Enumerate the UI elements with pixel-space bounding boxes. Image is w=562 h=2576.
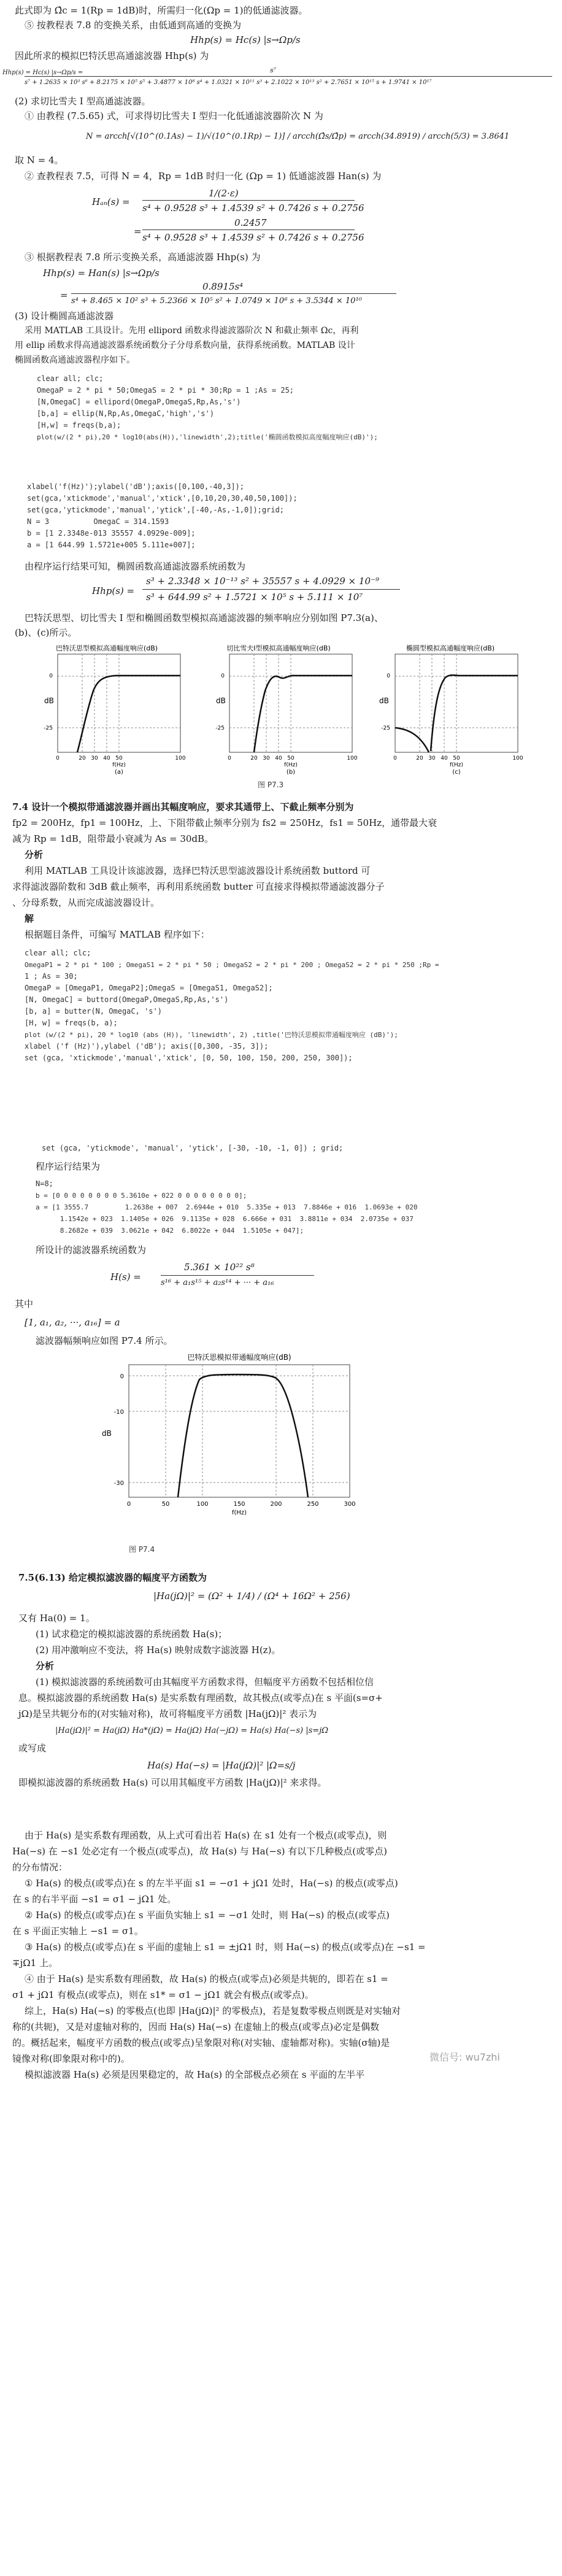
panel-sublabel: (b) xyxy=(286,769,296,776)
code-line: clear all; clc; xyxy=(25,949,91,957)
watermark: 微信号: wu7zhi xyxy=(429,2051,500,2063)
text-line: 的分布情况： xyxy=(12,1862,68,1873)
fraction-denominator: s³ + 644.99 s² + 1.5721 × 10⁵ s + 5.111 × 10⁷ xyxy=(146,592,363,603)
fraction-denominator: s⁴ + 0.9528 s³ + 1.4539 s² + 0.7426 s + 0.2756 xyxy=(142,232,364,243)
code-line: plot(w/(2 * pi),20 * log10(abs(H)),'linewidth',2);title('椭圆函数模拟高度幅度响应(dB)'); xyxy=(37,433,378,441)
equation: Ha(s) Ha(−s) = |Ha(jΩ)|² |Ω=s/j xyxy=(147,1760,296,1771)
section-heading: 解 xyxy=(25,913,34,924)
x-tick-label: 150 xyxy=(233,1501,245,1508)
panel-title: 切比雪夫I型模拟高通幅度响应(dB) xyxy=(226,644,331,652)
code-line: 1.1542e + 023 1.1405e + 026 9.1135e + 028 6.666e + 031 3.8811e + 034 2.0735e + 037 xyxy=(36,1215,414,1223)
fraction-bar xyxy=(142,589,400,590)
equals-sign: = xyxy=(60,290,68,301)
text-line: 综上，Ha(s) Ha(−s) 的零极点(也即 |Ha(jΩ)|² 的零极点)，若是复数零极点则既是对实轴对 xyxy=(25,2005,401,2016)
text-line: 滤波器幅频响应如图 P7.4 所示。 xyxy=(36,1335,173,1346)
text-line: ∓jΩ1 上。 xyxy=(12,1957,58,1969)
x-axis-label: f(Hz) xyxy=(112,762,126,768)
equals-sign: = xyxy=(134,226,142,237)
code-line: [b, a] = butter(N, OmegaC, 's') xyxy=(25,1007,162,1016)
panel-title: 巴特沃思型模拟高通幅度响应(dB) xyxy=(55,644,158,652)
fraction-numerator: 5.361 × 10²² s⁸ xyxy=(184,1262,255,1273)
code-line: set(gca,'xtickmode','manual','xtick',[0,10,20,30,40,50,100]); xyxy=(27,494,298,503)
equation: Hhp(s) = Hc(s) |s→Ωp/s xyxy=(190,34,301,45)
code-block xyxy=(27,481,542,555)
text-line: 程序运行结果为 xyxy=(36,1161,101,1172)
x-tick-label: 20 xyxy=(416,755,423,762)
x-tick-label: 300 xyxy=(344,1501,356,1508)
equation-lhs: Hₐₙ(s) = xyxy=(92,196,130,207)
text-line: 镜像对称(即象限对称中的)。 xyxy=(12,2053,130,2064)
code-line: N = 3 OmegaC = 314.1593 xyxy=(27,517,169,526)
y-axis-label: dB xyxy=(379,696,389,705)
code-line: a = [1 644.99 1.5721e+005 5.111e+007]; xyxy=(27,541,196,549)
panel-c xyxy=(379,644,523,776)
x-tick-label: 0 xyxy=(56,755,60,762)
code-line: [N, OmegaC] = buttord(OmegaP,OmegaS,Rp,As,'s') xyxy=(25,995,229,1004)
x-tick-label: 40 xyxy=(103,755,110,762)
code-line: OmegaP = 2 * pi * 50;OmegaS = 2 * pi * 30;Rp = 1 ;As = 25; xyxy=(37,386,294,395)
code-line: set(gca,'ytickmode','manual','ytick',[-40,-As,-1,0]);grid; xyxy=(27,506,285,514)
code-line: 1 ; As = 30; xyxy=(25,972,78,981)
x-tick-label: 100 xyxy=(347,755,358,762)
x-tick-label: 0 xyxy=(126,1501,131,1508)
fraction-denominator: s¹⁶ + a₁s¹⁵ + a₂s¹⁴ + ··· + a₁₆ xyxy=(161,1278,274,1287)
code-line: 8.2682e + 039 3.0621e + 042 6.8022e + 044 1.5105e + 047]; xyxy=(36,1227,304,1235)
text-line: 所设计的滤波器系统函数为 xyxy=(36,1244,147,1255)
x-tick-label: 30 xyxy=(91,755,98,762)
text-line: ① Ha(s) 的极点(或零点)在 s 的左半平面 s1 = −σ1 + jΩ1 处时，Ha(−s) 的极点(或零点) xyxy=(25,1878,398,1889)
text-line: 减为 Rp = 1dB，阻带最小衰减为 As = 30dB。 xyxy=(12,833,214,844)
figure-p7-3 xyxy=(27,642,542,777)
text-line: ① 由教程 (7.5.65) 式，可求得切比雪夫 I 型归一化低通滤波器阶次 N 为 xyxy=(25,110,323,121)
y-axis-label: dB xyxy=(216,696,226,705)
equation-lhs: Hhp(s) = xyxy=(92,585,135,596)
figure-caption: 图 P7.3 xyxy=(258,781,284,789)
text-line: 利用 MATLAB 工具设计该滤波器，选择巴特沃思型滤波器设计系统函数 buttord 可 xyxy=(25,865,371,876)
x-tick-label: 30 xyxy=(428,755,436,762)
text-line: 求得滤波器阶数和 3dB 截止频率，再利用系统函数 butter 可直接求得模拟带通滤波器分子 xyxy=(12,881,385,892)
text-line: ⑤ 按教程表 7.8 的变换关系，由低通到高通的变换为 xyxy=(25,20,242,31)
text-line: 椭圆函数高通滤波器程序如下。 xyxy=(15,355,135,365)
y-tick-label: -10 xyxy=(114,1409,124,1416)
code-line: plot (w/(2 * pi), 20 * log10 (abs (H)), 'linewidth', 2) ,title('巴特沃思模拟带通幅度响应 (dB)'); xyxy=(25,1031,398,1039)
figure-caption: 图 P7.4 xyxy=(129,1545,155,1554)
fraction-numerator: s³ + 2.3348 × 10⁻¹³ s² + 35557 s + 4.0929 × 10⁻⁹ xyxy=(146,576,379,587)
panel-sublabel: (c) xyxy=(452,769,461,776)
text-line: 息。模拟滤波器的系统函数 Ha(s) 是实系数有理函数，故其极点(或零点)在 s 平面(s=σ+ xyxy=(18,1692,383,1703)
equation-lhs: Hhp(s) = Hc(s) |s→Ωp/s = xyxy=(2,69,83,76)
text-line: 或写成 xyxy=(18,1743,47,1754)
text-line: 由于 Ha(s) 是实系数有理函数，从上式可看出若 Ha(s) 在 s1 处有一个极点(或零点)，则 xyxy=(25,1830,387,1841)
y-tick-label: 0 xyxy=(120,1373,124,1380)
fraction-numerator: 1/(2·ε) xyxy=(209,188,239,199)
y-tick-label: 0 xyxy=(49,673,53,679)
fraction-denominator: s⁴ + 8.465 × 10² s³ + 5.2366 × 10⁵ s² + 1.0749 × 10⁸ s + 3.5344 × 10¹⁰ xyxy=(71,296,362,306)
code-line: [H, w] = freqs(b, a); xyxy=(25,1019,118,1027)
fraction-bar xyxy=(161,1275,314,1276)
x-tick-label: 50 xyxy=(161,1501,170,1508)
fraction-bar xyxy=(71,293,396,294)
equation: Hhp(s) = Han(s) |s→Ωp/s xyxy=(43,268,160,279)
fraction-numerator: 0.8915s⁴ xyxy=(202,281,244,292)
code-line: set (gca, 'ytickmode', 'manual', 'ytick', [-30, -10, -1, 0]) ; grid; xyxy=(42,1144,344,1152)
text-line: fp2 = 200Hz，fp1 = 100Hz，上、下阻带截止频率分别为 fs2 = 250Hz，fs1 = 50Hz，通带最大衰 xyxy=(12,817,437,828)
code-block xyxy=(25,947,552,1070)
y-tick-label: -25 xyxy=(44,725,53,731)
fraction-numerator: 0.2457 xyxy=(234,217,267,228)
text-line: (1) 模拟滤波器的系统函数可由其幅度平方函数求得，但幅度平方函数不包括相位信 xyxy=(36,1676,374,1687)
x-tick-label: 20 xyxy=(79,755,86,762)
fraction-bar xyxy=(142,229,355,230)
text-line: σ1 + jΩ1 有极点(或零点)，则在 s1* = σ1 − jΩ1 就会有极点(或零点)。 xyxy=(12,1989,314,2000)
fraction-denominator: s⁷ + 1.2635 × 10³ s⁶ + 8.2175 × 10⁵ s⁵ + 3.4877 × 10⁸ s⁴ + 1.0321 × 10¹¹ s³ + 2.1022 × 10¹³ s² + 2.7651 × 10¹⁵ s + 1.9741 × 10¹⁷ xyxy=(25,79,432,86)
section-heading: 分析 xyxy=(25,849,44,860)
x-tick-label: 0 xyxy=(228,755,231,762)
text-line: 取 N = 4。 xyxy=(15,155,64,166)
code-line: xlabel ('f (Hz)'),ylabel ('dB'); axis([0,300, -35, 3]); xyxy=(25,1042,269,1051)
text-line: jΩ)是呈共轭分布的(对实轴对称)，故可将幅度平方函数 |Ha(jΩ)|² 表示为 xyxy=(18,1708,317,1719)
figure-p7-4 xyxy=(92,1350,374,1528)
panel-a xyxy=(44,644,186,776)
code-line: OmegaP = [OmegaP1, OmegaP2];OmegaS = [OmegaS1, OmegaS2]; xyxy=(25,984,273,992)
text-line: 其中 xyxy=(15,1298,34,1309)
x-tick-label: 0 xyxy=(393,755,397,762)
fraction-numerator: s⁷ xyxy=(270,66,277,74)
fraction-bar xyxy=(142,200,355,201)
text-line: (2) 用冲激响应不变法，将 Ha(s) 映射成数字滤波器 H(z)。 xyxy=(36,1645,281,1656)
text-line: 即模拟滤波器的系统函数 Ha(s) 可以用其幅度平方函数 |Ha(jΩ)|² 来求得。 xyxy=(18,1777,327,1788)
equation: [1, a₁, a₂, ···, a₁₆] = a xyxy=(25,1317,120,1328)
y-axis-label: dB xyxy=(44,696,54,705)
y-tick-label: -25 xyxy=(381,725,390,731)
x-tick-label: 100 xyxy=(196,1501,209,1508)
code-line: [H,w] = freqs(b,a); xyxy=(37,421,121,430)
text-line: ③ 根据教程表 7.8 所示变换关系，高通滤波器 Hhp(s) 为 xyxy=(25,252,261,263)
text-line: Ha(−s) 在 −s1 处必定有一个极点(或零点)，故 Ha(s) 与 Ha(−s) 有以下几种极点(或零点) xyxy=(12,1846,388,1857)
y-tick-label: -25 xyxy=(215,725,225,731)
text-line: (1) 试求稳定的模拟滤波器的系统函数 Ha(s)； xyxy=(36,1629,228,1640)
text-line: (b)、(c)所示。 xyxy=(15,627,77,638)
x-tick-label: 100 xyxy=(512,755,523,762)
x-tick-label: 50 xyxy=(115,755,123,762)
text-line: 因此所求的模拟巴特沃思高通滤波器 Hhp(s) 为 xyxy=(15,50,209,61)
text-line: 在 s 平面正实轴上 −s1 = σ1。 xyxy=(12,1926,144,1937)
text-line: 称的(共轭)，又是对虚轴对称的，因而 Ha(s) Ha(−s) 在虚轴上的极点(或零点)必定是偶数 xyxy=(12,2021,380,2032)
figure-p7-4-svg xyxy=(92,1350,374,1528)
continued-page xyxy=(0,1816,562,2576)
text-line: ③ Ha(s) 的极点(或零点)在 s 平面的虚轴上 s1 = ±jΩ1 时，则 Ha(−s) 的极点(或零点)在 −s1 = xyxy=(25,1942,426,1953)
x-tick-label: 50 xyxy=(287,755,294,762)
code-line: [b,a] = ellip(N,Rp,As,OmegaC,'high','s') xyxy=(37,409,214,418)
x-axis-label: f(Hz) xyxy=(231,1510,247,1516)
fraction-denominator: s⁴ + 0.9528 s³ + 1.4539 s² + 0.7426 s + 0.2756 xyxy=(142,202,364,214)
problem-statement: 7.4 设计一个模拟带通滤波器并画出其幅度响应，要求其通带上、下截止频率分别为 xyxy=(12,801,354,812)
code-line: [N,OmegaC] = ellipord(OmegaP,OmegaS,Rp,As,'s') xyxy=(37,398,241,406)
plot-area xyxy=(129,1365,350,1497)
equation: |Ha(jΩ)|² = (Ω² + 1/4) / (Ω⁴ + 16Ω² + 256) xyxy=(153,1591,350,1602)
text-line: (3) 设计椭圆高通滤波器 xyxy=(15,310,114,322)
y-tick-label: 0 xyxy=(221,673,225,679)
text-line: 采用 MATLAB 工具设计。先用 ellipord 函数求得滤波器阶次 N 和截止频率 Ωc，再利 xyxy=(25,326,359,336)
x-tick-label: 20 xyxy=(250,755,258,762)
text-line: 又有 Ha(0) = 1。 xyxy=(18,1613,95,1624)
equation: |Ha(jΩ)|² = Ha(jΩ) Ha*(jΩ) = Ha(jΩ) Ha(−jΩ) = Ha(s) Ha(−s) |s=jΩ xyxy=(55,1726,329,1735)
code-line: OmegaP1 = 2 * pi * 100 ; OmegaS1 = 2 * pi * 50 ; OmegaS2 = 2 * pi * 200 ; OmegaS2 = 2 * pi * 250 ;Rp = xyxy=(25,961,439,969)
x-tick-label: 50 xyxy=(453,755,460,762)
y-tick-label: -30 xyxy=(114,1480,124,1487)
code-line: set (gca, 'xtickmode','manual','xtick', [0, 50, 100, 150, 200, 250, 300]); xyxy=(25,1054,353,1062)
text-line: 巴特沃思型、切比雪夫 I 型和椭圆函数型模拟高通滤波器的频率响应分别如图 P7.3(a)、 xyxy=(25,612,383,623)
code-block xyxy=(37,373,540,447)
text-line: 由程序运行结果可知，椭圆函数高通滤波器系统函数为 xyxy=(25,561,246,572)
x-tick-label: 30 xyxy=(263,755,270,762)
text-line: 此式即为 Ω̂c = 1(Rp = 1dB)时，所需归一化(Ωp = 1)的低通滤波器。 xyxy=(15,5,308,16)
text-line: ② Ha(s) 的极点(或零点)在 s 平面负实轴上 s1 = −σ1 处时，则 Ha(−s) 的极点(或零点) xyxy=(25,1910,390,1921)
figure-title: 巴特沃思模拟带通幅度响应(dB) xyxy=(187,1353,291,1362)
x-tick-label: 40 xyxy=(275,755,282,762)
code-line: b = [0 0 0 0 0 0 0 0 5.3610e + 022 0 0 0 0 0 0 0 0]; xyxy=(36,1192,247,1200)
panel-b xyxy=(215,644,358,776)
y-axis-label: dB xyxy=(102,1429,112,1438)
code-line: a = [1 3555.7 1.2638e + 007 2.6944e + 010 5.335e + 013 7.8846e + 016 1.0693e + 020 xyxy=(36,1203,418,1211)
code-line: b = [1 2.3348e-013 35557 4.0929e-009]; xyxy=(27,529,196,538)
code-line: xlabel('f(Hz)');ylabel('dB');axis([0,100,-40,3]); xyxy=(27,482,245,491)
panel-sublabel: (a) xyxy=(115,769,123,776)
panel-title: 椭圆型模拟高通幅度响应(dB) xyxy=(406,644,495,652)
text-line: 在 s 的右半平面 −s1 = σ1 − jΩ1 处。 xyxy=(12,1894,177,1905)
x-axis-label: f(Hz) xyxy=(284,762,298,768)
text-line: ② 查教程表 7.5，可得 N = 4，Rp = 1dB 时归一化 (Ωp = 1) 低通滤波器 Han(s) 为 xyxy=(25,171,382,182)
text-line: 用 ellip 函数求得高通滤波器系统函数分子分母系数向量，获得系统函数。MATLAB 设计 xyxy=(15,341,355,350)
equation: N = arcch[√(10^(0.1As) − 1)/√(10^(0.1Rp) − 1)] / arcch(Ω̂s/Ω̂p) = arcch(34.8919) / arcch(5/3) = 3.8641 xyxy=(86,132,510,141)
x-tick-label: 250 xyxy=(307,1501,319,1508)
text-line: ④ 由于 Ha(s) 是实系数有理函数，故 Ha(s) 的极点(或零点)必须是共轭的，即若在 s1 = xyxy=(25,1973,388,1984)
x-tick-label: 100 xyxy=(175,755,186,762)
y-tick-label: 0 xyxy=(387,673,390,679)
text-line: 、分母系数，从而完成滤波器设计。 xyxy=(12,897,160,908)
figure-p7-3-svg xyxy=(27,642,542,777)
section-heading: 分析 xyxy=(36,1660,55,1672)
x-tick-label: 200 xyxy=(270,1501,282,1508)
x-tick-label: 40 xyxy=(441,755,448,762)
text-line: 根据题目条件，可编写 MATLAB 程序如下： xyxy=(25,929,210,940)
text-line: (2) 求切比雪夫 I 型高通滤波器。 xyxy=(15,96,151,107)
x-axis-label: f(Hz) xyxy=(450,762,463,768)
code-line: clear all; clc; xyxy=(37,374,104,383)
equation-lhs: H(s) = xyxy=(110,1271,141,1282)
section-butterworth-highpass xyxy=(0,0,562,353)
text-line: 模拟滤波器 Ha(s) 必须是因果稳定的，故 Ha(s) 的全部极点必须在 s 平面的左半平 xyxy=(25,2069,365,2080)
code-line: N=8; xyxy=(36,1179,53,1188)
text-line: 的。概括起来，幅度平方函数的极点(或零点)呈象限对称(对实轴、虚轴都对称)。实轴(σ轴)是 xyxy=(12,2037,390,2048)
problem-statement: 7.5(6.13) 给定模拟滤波器的幅度平方函数为 xyxy=(18,1572,207,1583)
